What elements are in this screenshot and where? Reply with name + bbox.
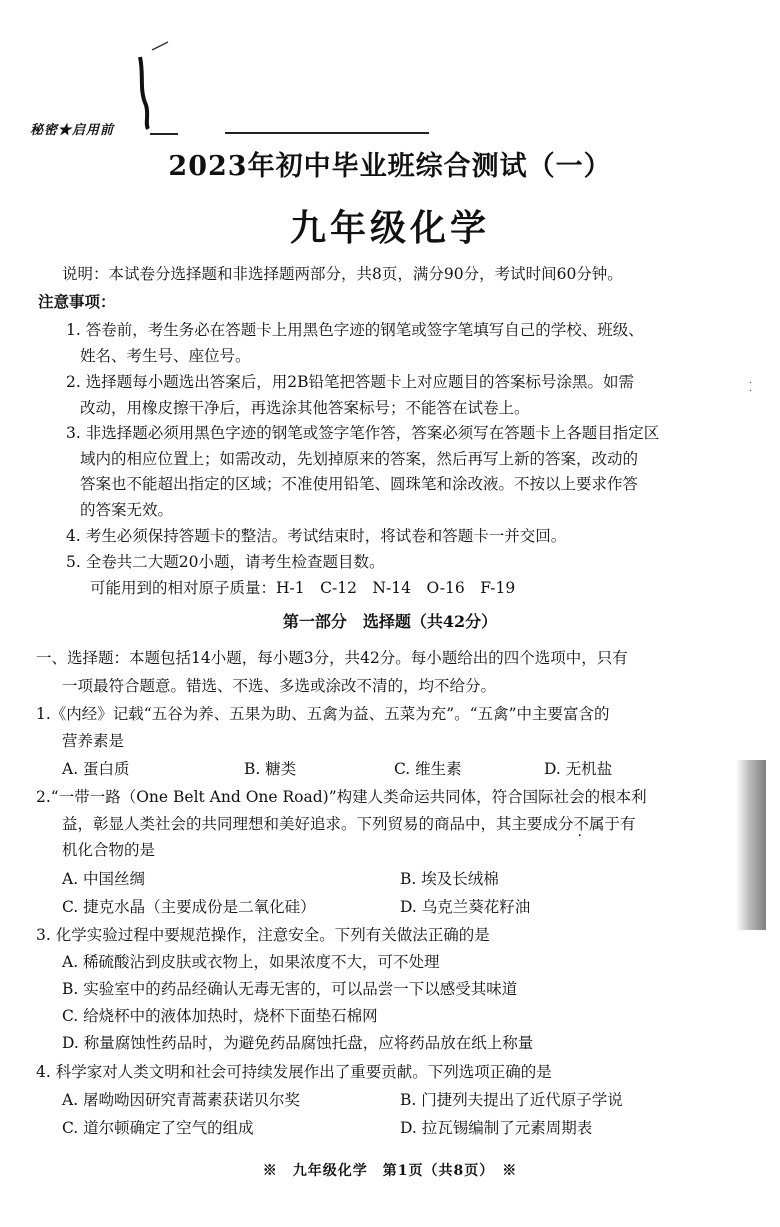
note-line: 域内的相应位置上；如需改动，先划掉原来的答案，然后再写上新的答案，改动的: [80, 450, 639, 468]
option-a: A. 屠呦呦因研究青蒿素获诺贝尔奖: [62, 1091, 301, 1109]
option-b: B. 埃及长绒棉: [400, 870, 499, 888]
option-a: A. 蛋白质: [62, 760, 130, 778]
question-2-text: 有: [620, 815, 636, 833]
blank-line: [150, 133, 178, 135]
note-line: 的答案无效。: [80, 501, 174, 519]
pen-mark: [136, 55, 154, 130]
note-line: 5. 全卷共二大题20小题，请考生检查题目数。: [66, 553, 385, 571]
option-b: B. 门捷列夫提出了近代原子学说: [400, 1091, 623, 1109]
option-a: A. 稀硫酸沾到皮肤或衣物上，如果浓度不大，可不处理: [62, 953, 440, 971]
option-c: C. 道尔顿确定了空气的组成: [62, 1119, 254, 1137]
option-d: D. 称量腐蚀性药品时，为避免药品腐蚀托盘，应将药品放在纸上称量: [62, 1034, 534, 1052]
part-heading: 第一部分 选择题（共42分）: [282, 612, 498, 631]
page-footer: ※ 九年级化学 第1页（共8页） ※: [262, 1163, 518, 1179]
question-1-stem: 营养素是: [62, 732, 125, 750]
section-intro: 一、选择题：本题包括14小题，每小题3分，共42分。每小题给出的四个选项中，只有: [36, 649, 628, 667]
option-b: B. 实验室中的药品经确认无毒无害的，可以品尝一下以感受其味道: [62, 980, 518, 998]
question-2-stem: 机化合物的是: [62, 841, 156, 859]
scan-shadow: [736, 760, 766, 930]
option-d: D. 乌克兰葵花籽油: [400, 898, 531, 916]
question-2-stem: [62, 814, 636, 834]
notes-heading: 注意事项：: [38, 292, 116, 311]
question-1-stem: 1.《内经》记载“五谷为养、五果为助、五禽为益、五菜为充”。“五禽”中主要富含的: [36, 705, 610, 723]
question-2-stem: 2.“一带一路（One Belt And One Road)”构建人类命运共同体，符合国际社会的根本利: [36, 788, 647, 806]
note-line: 4. 考生必须保持答题卡的整洁。考试结束时，将试卷和答题卡一并交回。: [66, 527, 567, 545]
note-line: 答案也不能超出指定的区域；不准使用铅笔、圆珠笔和涂改液。不按以上要求作答: [80, 475, 639, 493]
section-intro: 一项最符合题意。错选、不选、多选或涂改不清的，均不给分。: [62, 677, 497, 695]
option-c: C. 捷克水晶（主要成份是二氧化硅）: [62, 898, 316, 916]
margin-marks: · ·: [748, 378, 752, 397]
blank-line: [225, 132, 429, 134]
note-line: 3. 非选择题必须用黑色字迹的钢笔或签字笔作答，答案必须写在答题卡上各题目指定区: [66, 424, 660, 442]
subject-title: 九年级化学: [289, 207, 490, 249]
option-d: D. 无机盐: [544, 760, 613, 778]
question-3-stem: 3. 化学实验过程中要规范操作，注意安全。下列有关做法正确的是: [36, 926, 490, 944]
confidential-label: 秘密★启用前: [30, 123, 115, 138]
question-2-text: 益，彰显人类社会的共同理想和美好追求。下列贸易的商品中，其主要成分: [62, 815, 574, 833]
option-c: C. 维生素: [394, 760, 462, 778]
note-line: 姓名、考生号、座位号。: [80, 347, 251, 365]
emphasis-text: 不属于: [573, 815, 621, 833]
option-d: D. 拉瓦锡编制了元素周期表: [400, 1119, 593, 1137]
note-line: 改动，用橡皮擦干净后，再选涂其他答案标号；不能答在试卷上。: [80, 399, 530, 417]
atomic-masses: 可能用到的相对原子质量：H-1 C-12 N-14 O-16 F-19: [90, 579, 516, 597]
pen-speck: [150, 40, 170, 52]
question-4-stem: 4. 科学家对人类文明和社会可持续发展作出了重要贡献。下列选项正确的是: [36, 1063, 552, 1081]
note-line: 2. 选择题每小题选出答案后，用2B铅笔把答题卡上对应题目的答案标号涂黑。如需: [66, 373, 634, 391]
option-a: A. 中国丝绸: [62, 870, 146, 888]
exam-title: 2023年初中毕业班综合测试（一）: [168, 151, 612, 182]
note-line: 1. 答卷前，考生务必在答题卡上用黑色字迹的钢笔或签字笔填写自己的学校、班级、: [66, 321, 644, 339]
option-b: B. 糖类: [244, 760, 297, 778]
exam-description: 说明：本试卷分选择题和非选择题两部分，共8页，满分90分，考试时间60分钟。: [62, 265, 623, 283]
option-c: C. 给烧杯中的液体加热时，烧杯下面垫石棉网: [62, 1007, 378, 1025]
